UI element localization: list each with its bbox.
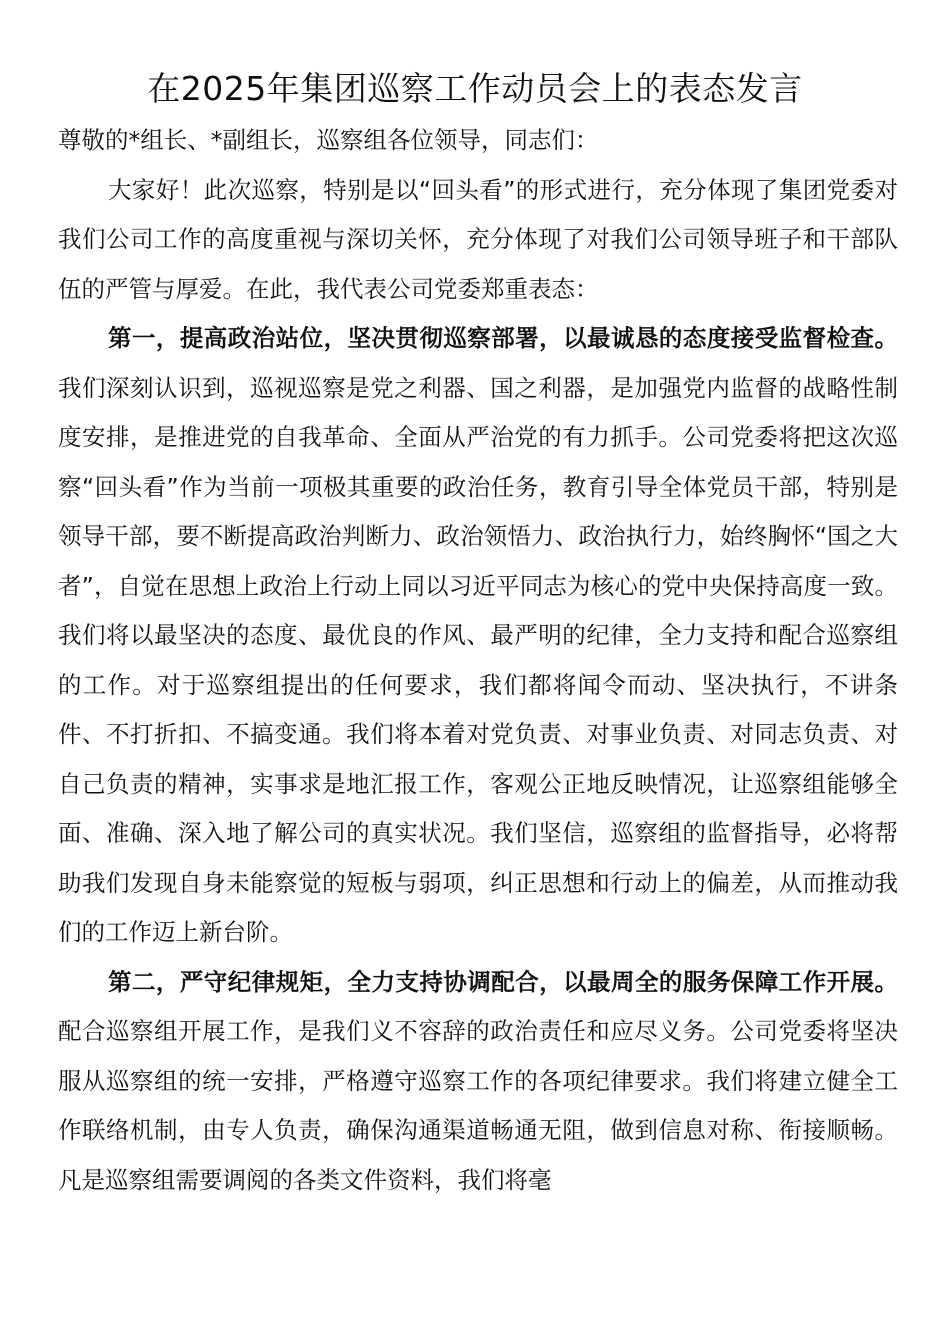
- document-body: [58, 116, 898, 1205]
- paragraph-lead: 第二，严守纪律规矩，全力支持协调配合，以最周全的服务保障工作开展。: [108, 967, 898, 996]
- paragraph-lead: 第一，提高政治站位，坚决贯彻巡察部署，以最诚恳的态度接受监督检查。: [108, 324, 898, 352]
- paragraph-opening: [58, 166, 898, 315]
- paragraph-point-two: [58, 958, 898, 1206]
- paragraph-point-one: [58, 314, 898, 958]
- paragraph-text: 大家好！此次巡察，特别是以“回头看”的形式进行，充分体现了集团党委对我们公司工作的高度重视与深切关怀，充分体现了对我们公司领导班子和干部队伍的严管与厚爱。在此，我代表公司党委郑重表态：: [58, 175, 898, 303]
- salutation: 尊敬的*组长、*副组长，巡察组各位领导，同志们：: [58, 126, 599, 154]
- paragraph-text: 我们深刻认识到，巡视巡察是党之利器、国之利器，是加强党内监督的战略性制度安排，是推进党的自我革命、全面从严治党的有力抓手。公司党委将把这次巡察“回头看”作为当前一项极其重要的政治任务，教育引导全体党员干部，特别是领导干部，要不断提高政治判断力、政治领悟力、政治执行力，始终胸怀“国之大者”，自觉在思想上政治上行动上同以习近平同志为核心的党中央保持高度一致。我们将以最坚决的态度、最优良的作风、最严明的纪律，全力支持和配合巡察组的工作。对于巡察组提出的任何要求，我们都将闻令而动、坚决执行，不讲条件、不打折扣、不搞变通。我们将本着对党负责、对事业负责、对同志负责、对自己负责的精神，实事求是地汇报工作，客观公正地反映情况，让巡察组能够全面、准确、深入地了解公司的真实状况。我们坚信，巡察组的监督指导，必将帮助我们发现自身未能察觉的短板与弱项，纠正思想和行动上的偏差，从而推动我们的工作迈上新台阶。: [58, 373, 898, 946]
- page-title: 在2025年集团巡察工作动员会上的表态发言: [147, 69, 803, 108]
- paragraph-text: 配合巡察组开展工作，是我们义不容辞的政治责任和应尽义务。公司党委将坚决服从巡察组的统一安排，严格遵守巡察工作的各项纪律要求。我们将建立健全工作联络机制，由专人负责，确保沟通渠道畅通无阻，做到信息对称、衔接顺畅。凡是巡察组需要调阅的各类文件资料，我们将毫: [58, 1017, 898, 1194]
